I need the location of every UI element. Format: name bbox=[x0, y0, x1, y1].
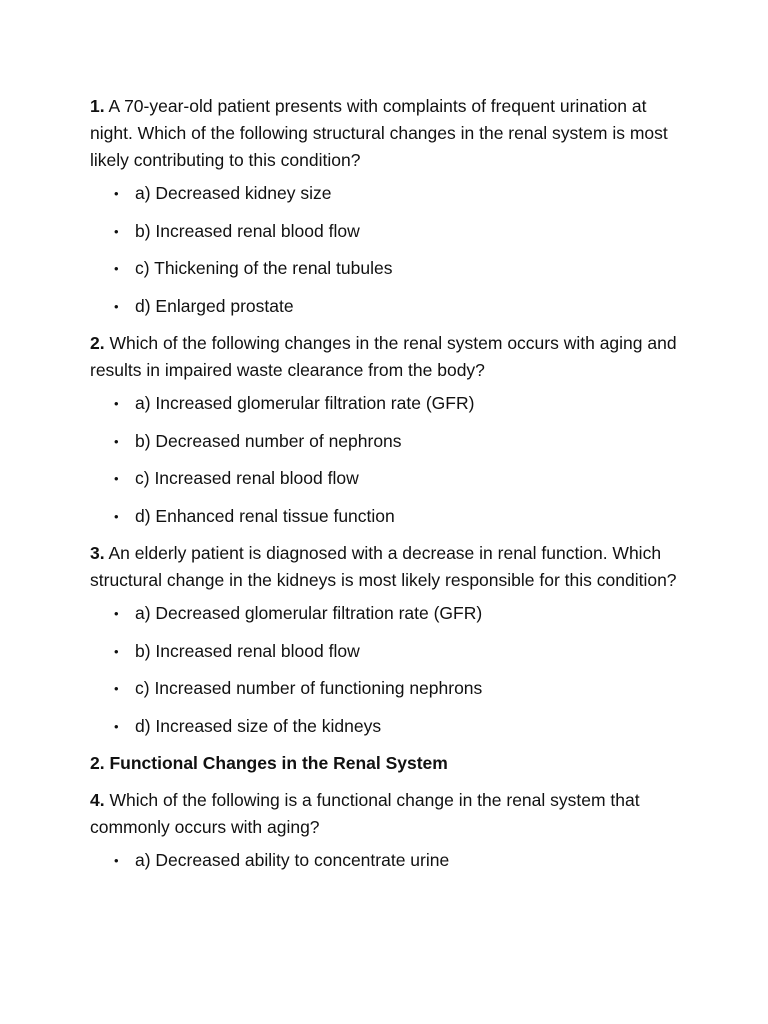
question-text: Which of the following is a functional change in the renal system that commonly occurs with aging? bbox=[90, 790, 640, 837]
option-text: b) Increased renal blood flow bbox=[135, 640, 360, 661]
section-heading: 2. Functional Changes in the Renal System bbox=[90, 753, 448, 773]
option-item bbox=[90, 638, 690, 665]
bullet-icon: • bbox=[114, 261, 119, 276]
question-number: 4. bbox=[90, 790, 105, 810]
option-text: b) Decreased number of nephrons bbox=[135, 430, 402, 451]
option-text: d) Enhanced renal tissue function bbox=[135, 505, 395, 526]
question-3 bbox=[90, 540, 690, 594]
option-item bbox=[90, 218, 690, 245]
options-list bbox=[90, 847, 690, 874]
bullet-icon: • bbox=[114, 853, 119, 868]
option-text: b) Increased renal blood flow bbox=[135, 220, 360, 241]
bullet-icon: • bbox=[114, 471, 119, 486]
bullet-icon: • bbox=[114, 298, 119, 314]
option-text: a) Decreased ability to concentrate urine bbox=[135, 850, 450, 870]
question-text: An elderly patient is diagnosed with a decrease in renal function. Which structural change in the kidneys is most likely responsible for this condition? bbox=[90, 543, 677, 590]
option-item bbox=[90, 713, 690, 740]
question-4 bbox=[90, 787, 690, 841]
option-text: a) Decreased glomerular filtration rate (GFR) bbox=[135, 603, 483, 623]
bullet-icon: • bbox=[114, 223, 119, 239]
question-text: A 70-year-old patient presents with complaints of frequent urination at night. Which of the following structural changes in the renal system is most likely contributing to this condition? bbox=[90, 96, 668, 170]
question-1 bbox=[90, 93, 690, 174]
option-item bbox=[90, 293, 690, 320]
bullet-icon: • bbox=[114, 718, 119, 734]
question-number: 3. bbox=[90, 543, 105, 563]
option-item bbox=[90, 255, 690, 282]
document-page bbox=[90, 93, 690, 885]
question-number: 1. bbox=[90, 96, 105, 116]
option-item bbox=[90, 180, 690, 207]
options-list bbox=[90, 390, 690, 530]
option-item bbox=[90, 390, 690, 417]
question-number: 2. bbox=[90, 333, 105, 353]
option-text: a) Increased glomerular filtration rate (GFR) bbox=[135, 393, 475, 413]
bullet-icon: • bbox=[114, 508, 119, 524]
option-text: c) Thickening of the renal tubules bbox=[135, 258, 393, 278]
bullet-icon: • bbox=[114, 643, 119, 659]
options-list bbox=[90, 600, 690, 740]
bullet-icon: • bbox=[114, 396, 119, 411]
option-item bbox=[90, 428, 690, 455]
bullet-icon: • bbox=[114, 606, 119, 621]
bullet-icon: • bbox=[114, 433, 119, 449]
bullet-icon: • bbox=[114, 681, 119, 696]
option-text: c) Increased number of functioning nephrons bbox=[135, 678, 483, 698]
option-text: d) Increased size of the kidneys bbox=[135, 715, 382, 736]
question-2 bbox=[90, 330, 690, 384]
bullet-icon: • bbox=[114, 186, 119, 201]
options-list bbox=[90, 180, 690, 320]
question-text: Which of the following changes in the renal system occurs with aging and results in impaired waste clearance from the body? bbox=[90, 333, 677, 380]
option-text: a) Decreased kidney size bbox=[135, 183, 332, 203]
option-text: c) Increased renal blood flow bbox=[135, 468, 359, 488]
option-item bbox=[90, 675, 690, 702]
option-item bbox=[90, 465, 690, 492]
option-item bbox=[90, 600, 690, 627]
option-item bbox=[90, 503, 690, 530]
option-item bbox=[90, 847, 690, 874]
option-text: d) Enlarged prostate bbox=[135, 295, 294, 316]
